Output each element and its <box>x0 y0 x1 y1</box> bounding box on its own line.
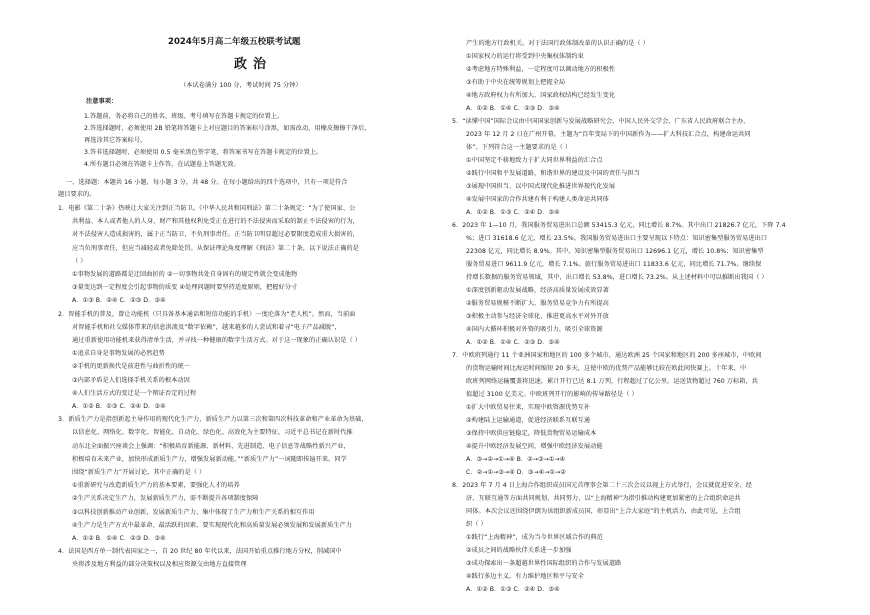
subject-title: 政治 <box>234 57 273 72</box>
question-line: ②构建陆上运输通道，促进经济联系互联互通 <box>466 417 591 424</box>
question-line: 对不法侵害人造成损害的，属于正当防卫，不负刑事责任。正当防卫明显超过必要限度造成重大损害的， <box>72 231 359 239</box>
answer-options: A．①② B．①③ C．②④ D．③④ <box>72 403 166 410</box>
question-line: ③展现中国担当，以中国式现代化推进世界现代化发展 <box>466 183 616 190</box>
question-line: ①国家权力的运行将受到中央集权体制约束 <box>466 53 584 60</box>
question-line: ④地方政府权力有所加大，国家政权结构已经发生变化 <box>466 92 616 99</box>
question-line: ①重新研究与改造新质生产力的基本要素，要强化人才的培养 <box>72 482 240 490</box>
question-line: 22308 亿元，同比增长 8.9%。其中，知识密集型服务贸易出口 12696.1 亿元，增长 10.8%；知识密集型 <box>466 248 764 255</box>
question-line: 3．新质生产力是指创新起主导作用的现代化生产力，新质生产力以第三次和第四次科技革命和产业革命为基础， <box>58 416 368 424</box>
notes-heading: 注意事项： <box>86 98 118 105</box>
question-line: ③以科技创新推动产业创新，发展新质生产力，集中体现了生产力和生产关系的相互作用 <box>72 508 315 516</box>
answer-options: A．①② B．①③ C．②④ D．③④ <box>466 209 560 216</box>
question-line: 织（ ） <box>466 521 487 528</box>
question-line: 8．2023 年 7 月 4 日上海合作组织成员国元首理事会第二十三次会议以视上方式举行，会议就促进安全、经 <box>452 482 752 489</box>
note-item: 1.答题前，务必将自己的姓名、班级、考号填写在答题卡规定的位置上。 <box>84 113 284 120</box>
question-line: 央将涉及地方利益的部分决策权以及相应资源交由地方直接管理 <box>72 561 247 569</box>
exam-title: 2024年5月高二年级五校联考试题 <box>168 37 301 47</box>
question-line: ④人们生活方式的变迁是一个辩证否定的过程 <box>72 389 197 397</box>
question-line: ④提升中欧经济发展空间，增强中欧经济发展动能 <box>466 443 603 450</box>
question-line: 欧班列网络运输覆盖将迅速，累计开行已达 8.1 万列，行程超过了亿公里。运送货物超过 760 万标箱，共 <box>466 378 758 385</box>
question-line: ④发展中国家的合作共建有利于构建人类命运共同体 <box>466 196 609 203</box>
question-line: ①追求自身是事物发展的必然趋势 <box>72 350 165 358</box>
question-line: ③积极主动参与经济全球化，推进更高水平对外开放 <box>466 313 609 320</box>
answer-options: C．②→①→③→④ D．③→④→①→② <box>466 469 566 476</box>
question-line: 对智能手机和社交媒体带来的信息洪流及“数字依赖”，越来越多的人尝试和着寻“电子产品减脱”， <box>72 323 341 331</box>
question-line: ②践行中国和平发展道路，和谐世界的建设及中国的责任与担当 <box>466 170 641 177</box>
note-item: 4.所有题目必须在答题卡上作答，在试题卷上答题无效。 <box>84 161 240 168</box>
question-line: ②考虑地方特殊利益，一定程度可以调动地方的积极性 <box>466 66 616 73</box>
answer-options: A．①② B．①③ C．②④ D．③④ <box>466 586 560 593</box>
question-line: 产生的地方行政机关。对于法国行政体制改革的认识正确的是（ ） <box>466 40 649 47</box>
question-line: ③量变达到一定程度会引起事物的质变 ④处理问题时要坚持适度原则，把握好分寸 <box>72 284 298 292</box>
answer-options: A．③→②→①→④ B．②→③→①→④ <box>466 456 566 463</box>
question-line: 同体。本次会议还围绕伊朗为该组织新成员国，彰显出“上合大家庭”的主机活力，由此可见，上合组 <box>466 508 741 515</box>
answer-options: A．①② B．①④ C．②③ D．③④ <box>72 535 166 542</box>
question-line: ②手机的更新换代是前进性与曲折性的统一 <box>72 363 190 371</box>
question-line: ④践行多边主义，有力维护地区和平与安全 <box>466 573 584 580</box>
note-item: 再选涂其它答案标号。 <box>84 137 147 144</box>
question-line: 共利益、本人或者他人的人身、财产和其他权利免受正在进行的不法侵害而采取的制止不法侵害的行为， <box>72 218 359 226</box>
answer-options: A．①② B．①④ C．②③ D．③④ <box>466 339 560 346</box>
question-line: ④国内大循环积极对外资的吸引力，吸引全球资源 <box>466 326 603 333</box>
question-line: 动东北全面振兴座谈会上强调：“积极培育新能源、新材料、先进制造、电子信息等战略性新兴产业， <box>72 442 350 450</box>
question-line: ③成功探索出一条超越世界性国际组织的合作与发展道路 <box>466 560 622 567</box>
question-line: 7．中欧班列通行 11 个亚洲国家和地区的 100 多个城市，通达欧洲 25 个国家和地区的 200 多座城市，中欧间 <box>452 352 762 359</box>
exam-info: （本试卷满分 100 分，考试时间 75 分钟） <box>180 82 302 89</box>
question-line: 应当负刑事责任，但应当减轻或者免除处罚。从保证理论角度理解《刑法》第二十条，以下说法正确的是 <box>72 244 359 252</box>
question-line: 2023 年 12 月 2 日在广州开幕，主题为“百年变局下的中国新作为——扩大科技汇合点，构建命运共同 <box>466 131 751 138</box>
question-line: （ ） <box>72 257 87 265</box>
question-line: 济、互联互通等方面共同规划、共同努力，以“上海精神”为指引推动构建更加紧密的上合组织命运共 <box>466 495 741 502</box>
section-intro: 一、选择题：本题共 16 小题，每小题 3 分，共 48 分。在每小题给出的四个选项中，只有一项是符合 <box>66 179 348 186</box>
question-line: 通过重新使用功能机来获得清单生活，并寻找一种健康的数字生活方式。对于这一现象的正确认识是（ ） <box>72 337 361 344</box>
question-line: 以信息化、网络化、数字化、智能化、自动化、绿色化、高效化为主要特征，习近平总书记在新时代推 <box>72 429 353 437</box>
answer-options: A．①② B．①④ C．②③ D．③④ <box>466 105 560 112</box>
note-item: 3.答非选择题时，必须使用 0.5 毫米黑色签字笔，将答案书写在答题卡规定的位置上。 <box>84 149 323 156</box>
note-item: 2.答选择题时，必须使用 2B 铅笔将答题卡上对应题目的答案标号涂黑，如需改动，用橡皮擦擦干净后， <box>84 125 371 132</box>
question-line: ③有助于中央在统筹规划上把握全局 <box>466 79 566 86</box>
section-intro: 题目要求的。 <box>58 191 96 198</box>
question-line: ②服务贸易规模不断扩大，服务贸易竞争力有所提高 <box>466 300 609 307</box>
question-line: 1．电影《第二十条》热映让大家关注到正当防卫。《中华人民共和国刑法》第二十条规定：“为了使国家、公 <box>58 205 356 212</box>
question-line: ②成员之间的战略伙伴关系进一步加强 <box>466 547 572 554</box>
question-line: ①践行“上海精神”，成为当今世界区域合作的典范 <box>466 534 603 541</box>
answer-options: A．①③ B．②④ C．②③ D．③④ <box>72 297 166 305</box>
question-line: %；进口 31618.6 亿元，增长 23.5%。我国服务贸易进出口主要呈现以下特点：知识密集型服务贸易进出口 <box>466 235 768 242</box>
question-line: ③内部矛盾是人们选择手机关系的根本动因 <box>72 376 190 384</box>
question-line: ②生产关系决定生产力，发展新质生产力，需不断提升各项制度保障 <box>72 495 259 503</box>
question-line: 围绕“新质生产力”开展讨论，其中正确的是（ ） <box>72 469 206 476</box>
question-line: ①事物发展的道路都是迂回曲折的 ②一切事物共处自身固有的规定性就会变成他物 <box>72 271 298 278</box>
question-line: ③保持中欧供应链稳定，降低货物贸易运输成本 <box>466 430 597 437</box>
question-line: 的货物运输时间比海运时间缩短 20 多天，这使中欧的优势产品能够比较在欧此间快赛上。十年来，中 <box>466 365 747 372</box>
question-line: 积极培育未来产业，加快形成新质生产力，增强发展新动能。”“新质生产力”一词随即传遍开来。同学 <box>72 455 347 463</box>
question-line: 值超过 3100 亿美元。中欧班列开行的影响的传导路径是（ ） <box>466 391 638 398</box>
question-line: ④生产力是生产方式中最革命、最活跃的因素，要实现现代化和高质量发展必须发展和发展新质生产力 <box>72 521 353 529</box>
question-line: ①中国坚定不移地致力于扩大同世界利益的汇合点 <box>466 157 603 164</box>
question-line: 5．“读懂中国”国际会议由中国国家创新与发展战略研究会、中国人民外交学会、广东省人民政府联合主办， <box>452 118 750 125</box>
question-line: 体”。下列符合这一主题要求的是（ ） <box>466 144 572 151</box>
question-line: ①扩大中欧贸易往来，实现中欧资源优势互补 <box>466 404 591 411</box>
question-line: 服务贸易进口 9611.9 亿元，增长 7.1%。旅行服务贸易进出口 11833.6 亿元，同比增长 71.7%。继续保 <box>466 261 762 268</box>
question-line: ①深度创新驱动发展战略，经济高质量发展成效显著 <box>466 287 609 294</box>
question-line: 2．智能手机的普及，曾让功能机（只具备基本通话和短信功能的手机）一度沦落为“老人机”。然而，当前面 <box>58 310 356 318</box>
question-line: 持增长数据的服务贸易领域，其中，出口增长 53.8%，进口增长 73.2%。从上述材料中可以推断出我国（ ） <box>466 274 768 281</box>
question-line: 4．法国是西方单一制代表国家之一，自 20 世纪 80 年代以来，法国开始重点推行地方分权，削减国中 <box>58 548 342 556</box>
question-line: 6．2023 年 1—10 月，我国服务贸易进出口总额 53415.3 亿元，同比增长 8.7%。其中出口 21826.7 亿元，下降 7.4 <box>452 222 786 229</box>
